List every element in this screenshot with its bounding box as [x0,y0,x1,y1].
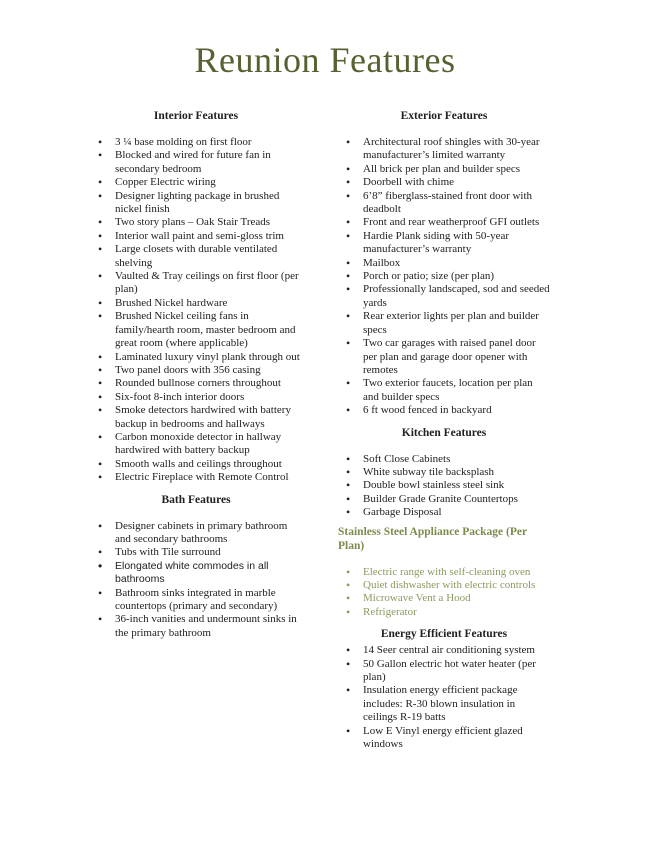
feature-item: • Interior wall paint and semi-gloss trim [90,230,302,243]
feature-list-exterior-features [338,136,550,418]
feature-list-interior-features [90,136,302,485]
feature-item: • Brushed Nickel hardware [90,297,302,310]
feature-item: • White subway tile backsplash [338,466,550,479]
feature-item: • 50 Gallon electric hot water heater (per plan) [338,658,550,685]
section-heading-energy-efficient-features: Energy Efficient Features [380,628,508,641]
feature-item: • Six-foot 8-inch interior doors [90,391,302,404]
feature-item: • Brushed Nickel ceiling fans in family/hearth room, master bedroom and great room (where applicable) [90,310,302,350]
section-bath-features [90,493,302,641]
section-heading-stainless-steel-appliance-package: Stainless Steel Appliance Package (Per Plan) [338,525,527,552]
feature-item: • Carbon monoxide detector in hallway hardwired with battery backup [90,431,302,458]
feature-item: • Builder Grade Granite Countertops [338,493,550,506]
feature-item: • Microwave Vent a Hood [338,592,550,605]
feature-item: • Two car garages with raised panel door per plan and garage door opener with remotes [338,337,550,377]
feature-item: • Quiet dishwasher with electric controls [338,579,550,592]
feature-item: • Smoke detectors hardwired with battery backup in bedrooms and hallways [90,404,302,431]
section-heading-bath-features: Bath Features [161,493,231,506]
section-exterior-features [338,109,550,418]
feature-list-bath-features [90,520,302,641]
feature-item: • Garbage Disposal [338,506,550,519]
feature-item: • Refrigerator [338,606,550,619]
feature-item: • Architectural roof shingles with 30-year manufacturer’s limited warranty [338,136,550,163]
feature-list-kitchen-features [338,453,550,520]
feature-item: • Insulation energy efficient package includes: R-30 blown insulation in ceilings R-19 batts [338,684,550,724]
section-stainless-steel-appliance-package [338,525,550,620]
feature-item: • Electric Fireplace with Remote Control [90,471,302,484]
feature-item: • Smooth walls and ceilings throughout [90,458,302,471]
feature-item: • Bathroom sinks integrated in marble countertops (primary and secondary) [90,587,302,614]
section-kitchen-features [338,426,550,520]
left-column [90,109,302,751]
section-interior-features [90,109,302,485]
feature-item: • Doorbell with chime [338,176,550,189]
feature-item: • Double bowl stainless steel sink [338,479,550,492]
feature-item: • Designer cabinets in primary bathroom and secondary bathrooms [90,520,302,547]
feature-list-energy-efficient-features [338,644,550,751]
feature-item: • Porch or patio; size (per plan) [338,270,550,283]
feature-item: • 6 ft wood fenced in backyard [338,404,550,417]
feature-item: • Large closets with durable ventilated shelving [90,243,302,270]
feature-item: • Rounded bullnose corners throughout [90,377,302,390]
feature-item: • Laminated luxury vinyl plank through out [90,351,302,364]
feature-item: • Front and rear weatherproof GFI outlets [338,216,550,229]
feature-item: • Rear exterior lights per plan and builder specs [338,310,550,337]
feature-item: • 14 Seer central air conditioning system [338,644,550,657]
feature-item: • Two exterior faucets, location per plan and builder specs [338,377,550,404]
feature-item: • Two panel doors with 356 casing [90,364,302,377]
feature-item: • 36-inch vanities and undermount sinks in the primary bathroom [90,613,302,640]
feature-item: • Soft Close Cabinets [338,453,550,466]
feature-item: • 6’8” fiberglass-stained front door with deadbolt [338,190,550,217]
feature-item: • Professionally landscaped, sod and seeded yards [338,283,550,310]
page-title: Reunion Features [194,40,456,80]
feature-item: • Designer lighting package in brushed nickel finish [90,190,302,217]
right-column [338,109,550,751]
feature-list-stainless-steel-appliance-package [338,566,550,620]
feature-item: • Electric range with self-cleaning oven [338,566,550,579]
feature-item: • 3 ¼ base molding on first floor [90,136,302,149]
feature-item: • Low E Vinyl energy efficient glazed windows [338,725,550,752]
two-column-layout [90,109,650,751]
feature-item: • Elongated white commodes in all bathrooms [90,560,302,587]
feature-item: • Tubs with Tile surround [90,546,302,559]
feature-item: • Vaulted & Tray ceilings on first floor (per plan) [90,270,302,297]
section-energy-efficient-features [338,627,550,751]
feature-item: • Blocked and wired for future fan in secondary bedroom [90,149,302,176]
feature-item: • Hardie Plank siding with 50-year manufacturer’s warranty [338,230,550,257]
feature-item: • Copper Electric wiring [90,176,302,189]
section-heading-kitchen-features: Kitchen Features [401,426,487,439]
feature-item: • All brick per plan and builder specs [338,163,550,176]
section-heading-exterior-features: Exterior Features [400,110,488,122]
feature-item: • Two story plans – Oak Stair Treads [90,216,302,229]
section-heading-interior-features: Interior Features [153,110,239,122]
feature-item: • Mailbox [338,257,550,270]
